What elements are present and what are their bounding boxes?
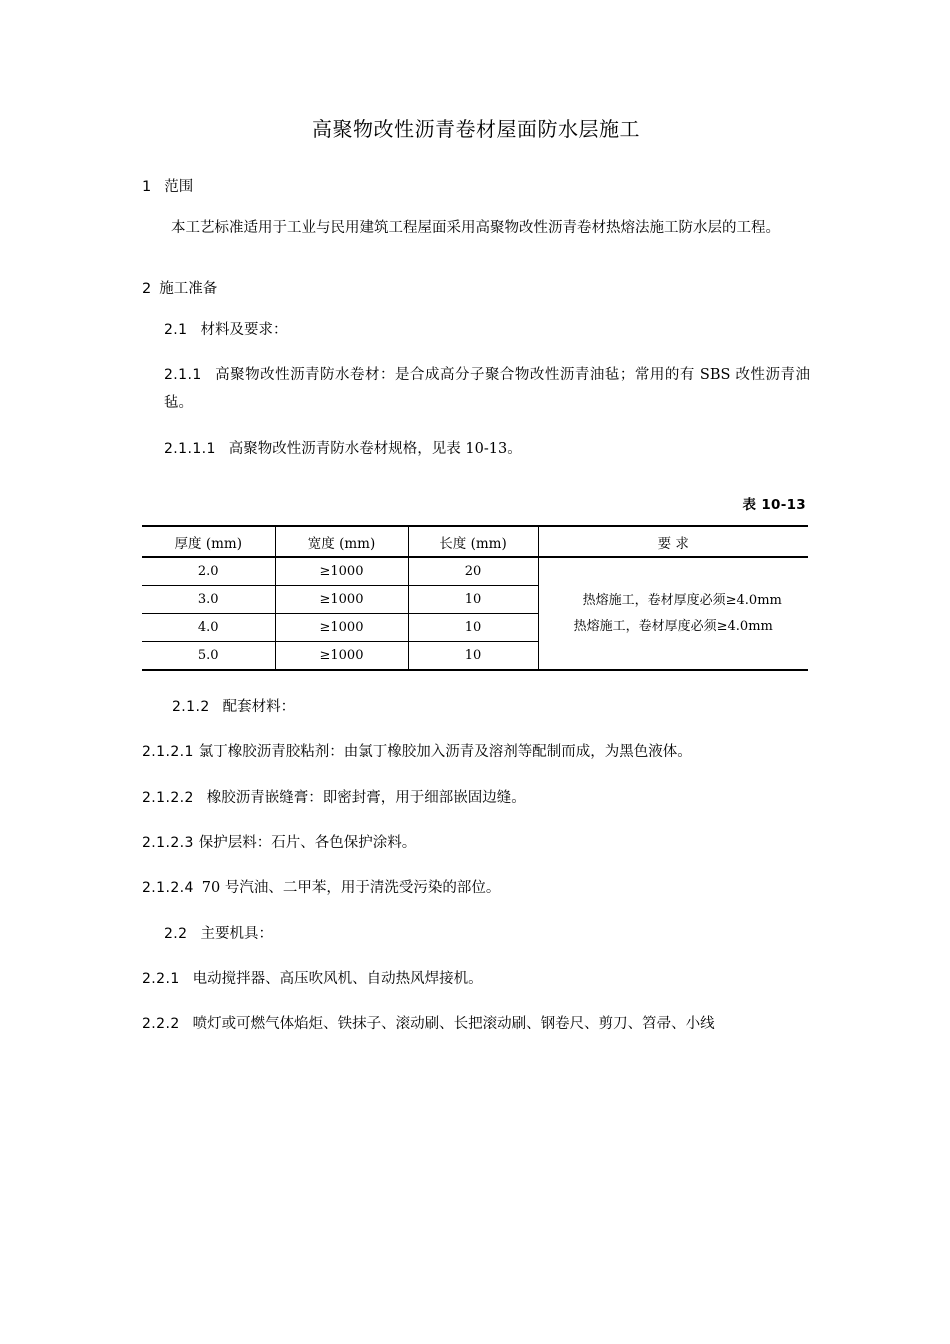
scope-paragraph: 本工艺标准适用于工业与民用建筑工程屋面采用高聚物改性沥青卷材热熔法施工防水层的工程。: [171, 220, 780, 237]
item-number-2-1-1: 2.1.1: [164, 367, 202, 384]
item-number-2-1-2-2: 2.1.2.2: [142, 789, 194, 806]
item-2-1-2-2: [142, 767, 810, 812]
item-2-1-1: [142, 344, 810, 418]
item-2-1-2-4: [142, 857, 810, 902]
page-title: 高聚物改性沥青卷材屋面防水层施工: [312, 117, 640, 141]
item-text-2-1: 材料及要求：: [200, 321, 288, 338]
item-text-2-1-2-1: 氯丁橡胶沥青胶粘剂：由氯丁橡胶加入沥青及溶剂等配制而成，为黑色液体。: [198, 744, 692, 761]
item-text-2-2-1: 电动搅拌器、高压吹风机、自动热风焊接机。: [192, 970, 483, 987]
section-title-2: 施工准备: [159, 280, 218, 297]
item-text-2-2-2: 喷灯或可燃气体焰炬、铁抹子、滚动刷、长把滚动刷、钢卷尺、剪刀、笤帚、小线: [192, 1016, 715, 1033]
item-2-2-2: [142, 993, 810, 1038]
cell-length: 10: [408, 586, 538, 614]
column-header-thickness: 厚度 (mm): [142, 526, 275, 557]
section-heading-1: [142, 141, 810, 197]
item-number-2-1: 2.1: [164, 321, 188, 338]
item-2-1-2-1: [142, 721, 810, 766]
cell-width: ≥1000: [275, 614, 408, 642]
section-number-2: 2: [142, 280, 152, 297]
item-text-2-1-1: 高聚物改性沥青防水卷材：是合成高分子聚合物改性沥青油毡；常用的有 SBS 改性沥青油毡。: [164, 367, 810, 412]
item-number-2-2: 2.2: [164, 925, 188, 942]
table-container: [142, 513, 810, 671]
item-text-2-1-2: 配套材料：: [222, 699, 296, 716]
document-body: [142, 0, 810, 1038]
table-caption: 表 10-13: [742, 497, 806, 514]
cell-length: 10: [408, 642, 538, 671]
cell-thickness: 5.0: [142, 642, 275, 671]
table-row: [142, 557, 808, 586]
item-number-2-1-2-3: 2.1.2.3: [142, 834, 194, 851]
section-heading-2: [142, 243, 810, 299]
table-header-row: [142, 526, 808, 557]
item-number-2-1-2-1: 2.1.2.1: [142, 744, 194, 761]
cell-requirement-merged: [538, 557, 808, 670]
section-number-1: 1: [142, 179, 152, 195]
specification-table: [142, 525, 808, 671]
item-text-2-2: 主要机具：: [200, 925, 273, 942]
item-number-2-1-2: 2.1.2: [172, 699, 210, 716]
requirement-line-2: 热熔施工，卷材厚度必须≥4.0mm: [573, 618, 773, 634]
cell-width: ≥1000: [275, 586, 408, 614]
item-number-2-1-2-4: 2.1.2.4: [142, 880, 194, 897]
item-text-2-1-2-2: 橡胶沥青嵌缝膏：即密封膏，用于细部嵌固边缝。: [206, 789, 526, 806]
item-2-1-1-1: [142, 418, 810, 463]
item-2-1-2: [142, 671, 810, 721]
item-number-2-2-1: 2.2.1: [142, 970, 180, 987]
cell-length: 10: [408, 614, 538, 642]
item-2-1: [142, 299, 810, 344]
item-text-2-1-2-4: 70 号汽油、二甲苯，用于清洗受污染的部位。: [201, 880, 501, 897]
item-2-2-1: [142, 948, 810, 993]
item-2-1-2-3: [142, 812, 810, 857]
cell-width: ≥1000: [275, 642, 408, 671]
item-text-2-1-1-1: 高聚物改性沥青防水卷材规格，见表 10-13。: [228, 440, 522, 457]
cell-thickness: 4.0: [142, 614, 275, 642]
column-header-width: 宽度 (mm): [275, 526, 408, 557]
column-header-length: 长度 (mm): [408, 526, 538, 557]
cell-width: ≥1000: [275, 557, 408, 586]
cell-thickness: 3.0: [142, 586, 275, 614]
item-number-2-2-2: 2.2.2: [142, 1016, 180, 1033]
cell-thickness: 2.0: [142, 557, 275, 586]
item-2-2: [142, 903, 810, 948]
cell-length: 20: [408, 557, 538, 586]
column-header-requirement: 要 求: [538, 526, 808, 557]
item-number-2-1-1-1: 2.1.1.1: [164, 440, 216, 457]
item-text-2-1-2-3: 保护层料：石片、各色保护涂料。: [198, 834, 417, 851]
section-title-1: 范围: [164, 179, 194, 195]
requirement-line-1: 热熔施工，卷材厚度必须≥4.0mm: [582, 593, 782, 609]
